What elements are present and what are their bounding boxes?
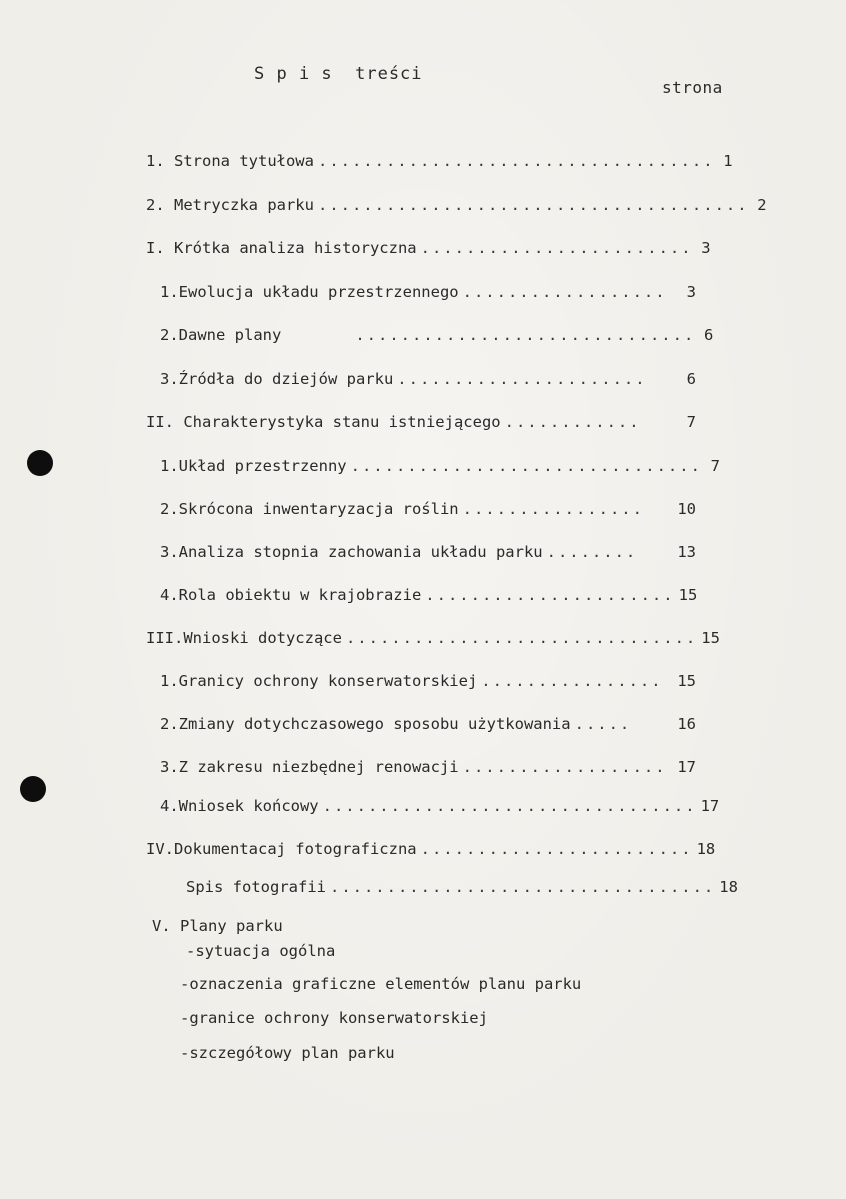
toc-label: 4.Wniosek końcowy [160, 797, 319, 815]
toc-page-number: 17 [677, 758, 696, 776]
toc-label: III.Wnioski dotyczące [146, 629, 342, 647]
toc-leader: ........................ [420, 239, 693, 257]
plans-item: -szczegółowy plan parku [180, 1044, 395, 1062]
toc-leader: ............................... [345, 629, 698, 647]
toc-row [146, 194, 767, 216]
toc-label: I. Krótka analiza historyczna [146, 239, 417, 257]
toc-page-number: 15 [701, 629, 720, 647]
toc-leader: ................ [481, 672, 663, 690]
toc-page-number: 15 [677, 672, 696, 690]
toc-row [160, 713, 696, 735]
toc-row [160, 670, 696, 692]
toc-label: 3.Źródła do dziejów parku [160, 370, 394, 388]
toc-leader: ...................... [425, 586, 675, 604]
toc-label: 4.Rola obiektu w krajobrazie [160, 586, 422, 604]
toc-leader: ..... [574, 715, 632, 733]
toc-leader: ............................... [350, 457, 702, 475]
toc-row [186, 876, 738, 898]
toc-label: 1. Strona tytułowa [146, 152, 314, 170]
toc-label: 1.Ewolucja układu przestrzennego [160, 283, 459, 301]
toc-page-number: 3 [686, 283, 696, 301]
toc-row [160, 498, 696, 520]
toc-row [160, 324, 714, 346]
punch-hole [20, 776, 46, 802]
toc-page-number: 6 [703, 326, 714, 344]
plans-heading: V. Plany parku [152, 917, 283, 935]
toc-label: 2.Dawne plany [160, 326, 282, 344]
toc-label: 2. Metryczka parku [146, 196, 314, 214]
toc-row [146, 627, 720, 649]
toc-leader: .................. [462, 283, 667, 301]
toc-label: 2.Skrócona inwentaryzacja roślin [160, 500, 459, 518]
toc-leader: .................. [462, 758, 667, 776]
toc-label: II. Charakterystyka stanu istniejącego [146, 413, 501, 431]
toc-label: 1.Granicy ochrony konserwatorskiej [160, 672, 478, 690]
toc-leader: ................ [462, 500, 644, 518]
toc-row [146, 411, 696, 433]
toc-label: 3.Z zakresu niezbędnej renowacji [160, 758, 459, 776]
toc-leader: ...................................... [317, 196, 749, 214]
toc-row [160, 541, 696, 563]
toc-leader: .................................. [329, 878, 716, 896]
toc-leader: ................................... [317, 152, 715, 170]
toc-page-number: 16 [677, 715, 696, 733]
punch-hole [27, 450, 53, 476]
plans-item: -oznaczenia graficzne elementów planu parku [180, 975, 582, 993]
toc-label: 2.Zmiany dotychczasowego sposobu użytkowania [160, 715, 571, 733]
toc-page-number: 2 [757, 196, 767, 214]
plans-item: -sytuacja ogólna [186, 942, 336, 960]
toc-leader: ...................... [397, 370, 647, 388]
toc-page-number: 10 [677, 500, 696, 518]
document-title: S p i s treści [254, 64, 423, 84]
toc-label: Spis fotografii [186, 878, 326, 896]
toc-leader: ................................. [322, 797, 697, 815]
plans-item: -granice ochrony konserwatorskiej [180, 1009, 488, 1027]
toc-page-number: 17 [700, 797, 720, 815]
toc-row [146, 237, 711, 259]
toc-row [146, 838, 716, 860]
toc-label: 1.Układ przestrzenny [160, 457, 347, 475]
toc-page-number: 1 [723, 152, 733, 170]
toc-row [160, 455, 720, 477]
toc-row [160, 584, 696, 606]
toc-row [160, 756, 696, 778]
toc-leader: ............ [504, 413, 641, 431]
toc-page-number: 7 [686, 413, 696, 431]
toc-label: 3.Analiza stopnia zachowania układu parku [160, 543, 543, 561]
toc-page-number: 7 [710, 457, 720, 475]
toc-leader: ........................ [420, 840, 693, 858]
toc-page-number: 3 [701, 239, 711, 257]
toc-leader: .............................. [355, 326, 696, 344]
toc-leader: ........ [546, 543, 638, 561]
toc-label: IV.Dokumentacaj fotograficzna [146, 840, 417, 858]
page-column-header: strona [662, 78, 723, 97]
toc-page-number: 15 [678, 586, 698, 604]
toc-row [160, 795, 720, 817]
toc-row [146, 150, 733, 172]
toc-page-number: 18 [719, 878, 738, 896]
toc-row [160, 368, 696, 390]
toc-row [160, 281, 696, 303]
toc-page-number: 18 [696, 840, 716, 858]
toc-page-number: 6 [686, 370, 696, 388]
toc-page-number: 13 [677, 543, 696, 561]
